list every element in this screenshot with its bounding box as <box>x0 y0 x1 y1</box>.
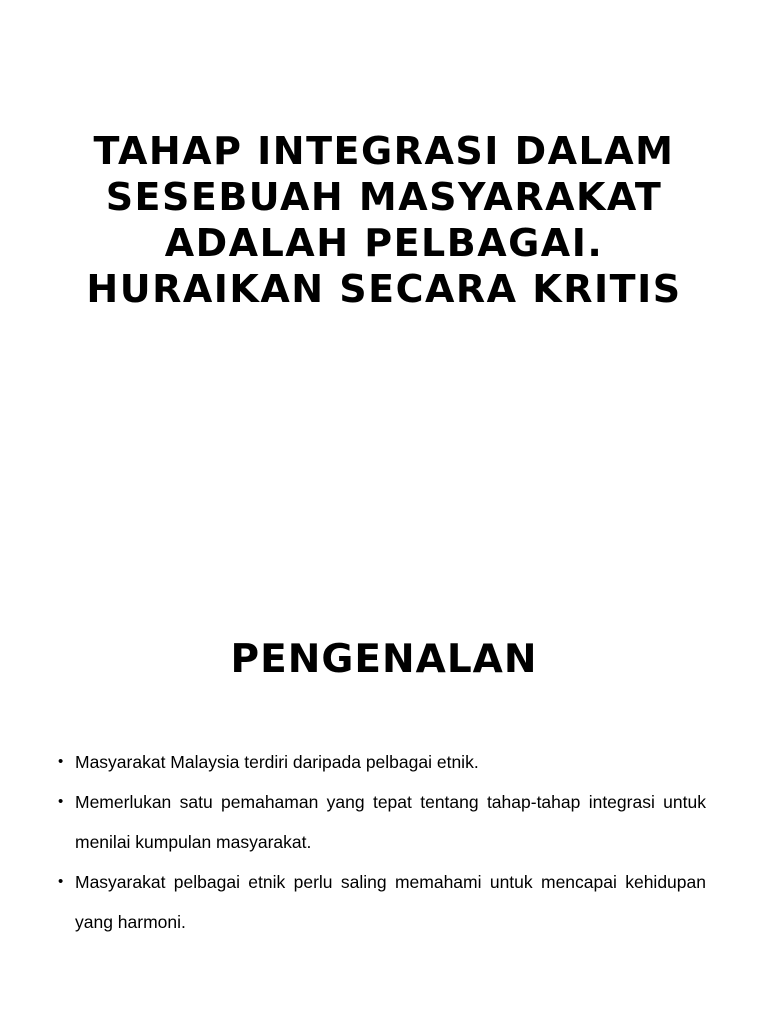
bullet-list <box>58 742 706 942</box>
bullet-dot-icon: • <box>58 873 64 890</box>
bullet-text: Memerlukan satu pemahaman yang tepat tentang tahap-tahap integrasi untuk menilai kumpulan masyarakat. <box>75 792 706 852</box>
bullet-text: Masyarakat pelbagai etnik perlu saling memahami untuk mencapai kehidupan yang harmoni. <box>75 872 706 932</box>
slide-title: TAHAP INTEGRASI DALAM SESEBUAH MASYARAKAT ADALAH PELBAGAI. HURAIKAN SECARA KRITIS <box>86 129 682 311</box>
bullet-text: Masyarakat Malaysia terdiri daripada pelbagai etnik. <box>75 752 479 772</box>
bullet-item <box>58 862 706 942</box>
bullet-dot-icon: • <box>58 753 64 770</box>
bullet-item <box>58 742 706 782</box>
section-heading: PENGENALAN <box>230 637 538 682</box>
bullet-dot-icon: • <box>58 793 64 810</box>
bullet-item <box>58 782 706 862</box>
